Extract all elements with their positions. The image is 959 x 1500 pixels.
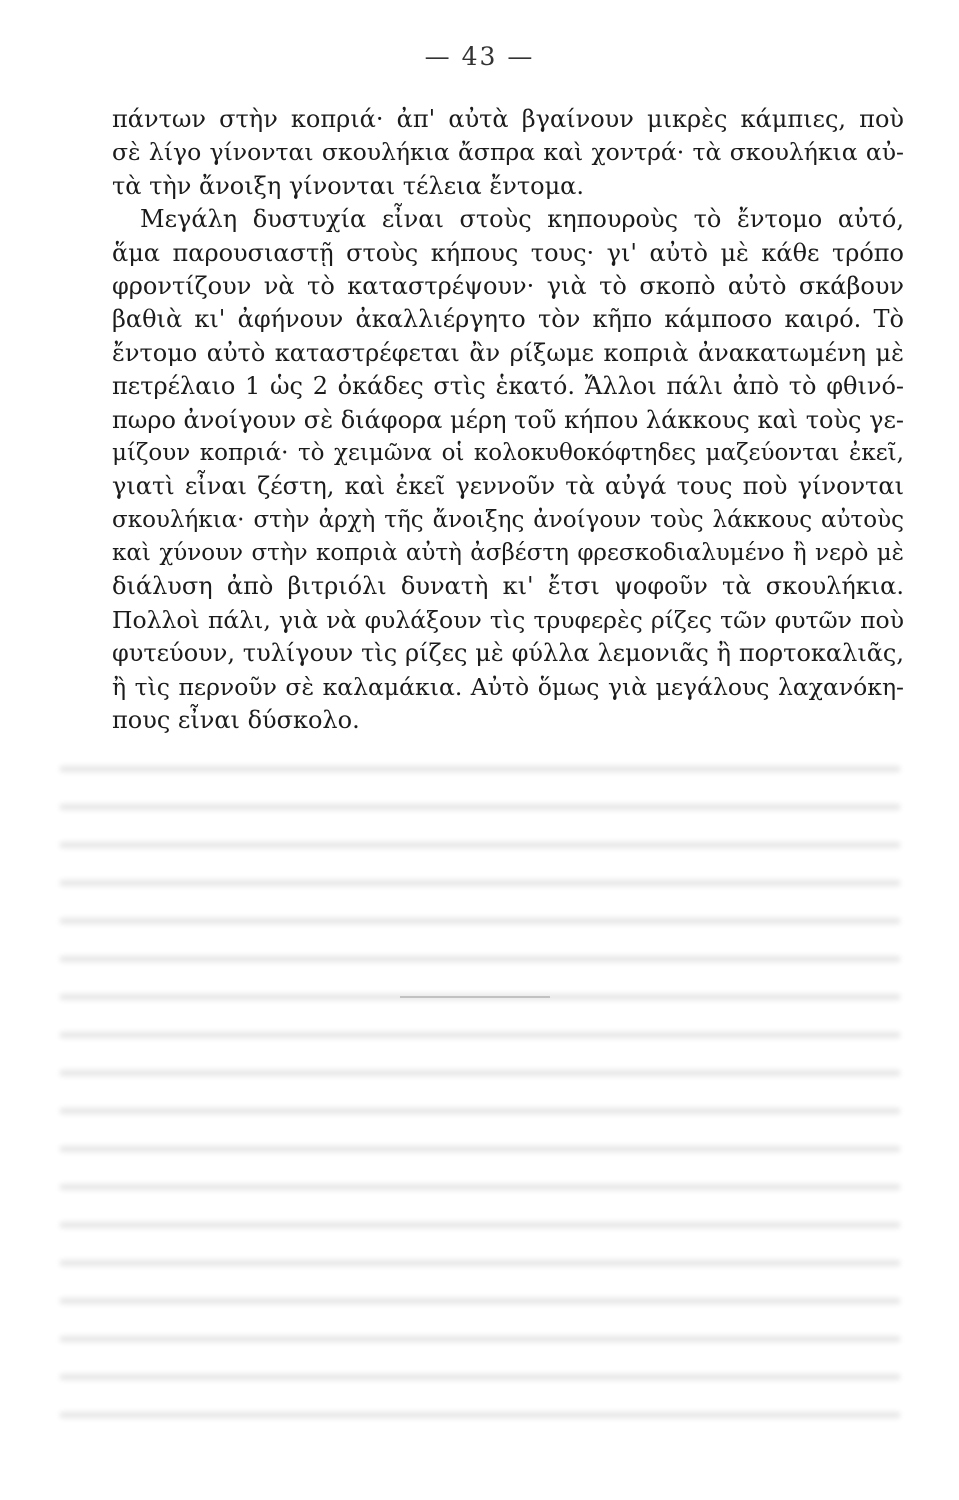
bleed-through-line bbox=[60, 1348, 900, 1380]
text-line: Πολλοὶ πάλι, γιὰ νὰ φυλάξουν τὶς τρυφερὲς ρίζες τῶν φυτῶν ποὺ bbox=[112, 605, 904, 634]
bleed-through-line bbox=[60, 1044, 900, 1076]
bleed-through-line bbox=[60, 1120, 900, 1152]
text-line: φροντίζουν νὰ τὸ καταστρέψουν· γιὰ τὸ σκοπὸ αὐτὸ σκάβουν bbox=[112, 271, 904, 300]
text-line: πους εἶναι δύσκολο. bbox=[112, 706, 360, 735]
text-line: καὶ χύνουν στὴν κοπριὰ αὐτὴ ἀσβέστη φρεσκοδιαλυμένο ἢ νερὸ μὲ bbox=[112, 540, 904, 567]
bleed-through-line bbox=[60, 1158, 900, 1190]
bleed-through-rule bbox=[400, 996, 550, 998]
bleed-through-line bbox=[60, 1082, 900, 1114]
text-line: διάλυση ἀπὸ βιτριόλι δυνατὴ κι' ἔτσι ψοφοῦν τὰ σκουλήκια. bbox=[112, 572, 904, 601]
bleed-through-line bbox=[60, 892, 900, 924]
text-line: βαθιὰ κι' ἀφήνουν ἀκαλλιέργητο τὸν κῆπο κάμποσο καιρό. Τὸ bbox=[112, 305, 904, 334]
text-line: σὲ λίγο γίνονται σκουλήκια ἄσπρα καὶ χοντρά· τὰ σκουλήκια αὐ- bbox=[112, 138, 904, 167]
bleed-through-line bbox=[60, 1272, 900, 1304]
text-line: πετρέλαιο 1 ὡς 2 ὀκάδες στὶς ἑκατό. Ἄλλοι πάλι ἀπὸ τὸ φθινό- bbox=[112, 372, 904, 401]
text-line: ἔντομο αὐτὸ καταστρέφεται ἂν ρίξωμε κοπριὰ ἀνακατωμένη μὲ bbox=[112, 338, 904, 367]
bleed-through-line bbox=[60, 930, 900, 962]
text-line: πάντων στὴν κοπριά· ἀπ' αὐτὰ βγαίνουν μικρὲς κάμπιες, ποὺ bbox=[112, 105, 904, 133]
text-line: τὰ τὴν ἄνοιξη γίνονται τέλεια ἔντομα. bbox=[112, 171, 585, 200]
text-line: πωρο ἀνοίγουν σὲ διάφορα μέρη τοῦ κήπου λάκκους καὶ τοὺς γε- bbox=[112, 405, 904, 434]
bleed-through-line bbox=[60, 778, 900, 810]
text-line: Μεγάλη δυστυχία εἶναι στοὺς κηπουροὺς τὸ ἔντομο αὐτό, bbox=[140, 205, 904, 234]
text-line: σκουλήκια· στὴν ἀρχὴ τῆς ἄνοιξης ἀνοίγουν τοὺς λάκκους αὐτοὺς bbox=[112, 506, 904, 533]
bleed-through-line bbox=[60, 740, 900, 772]
bleed-through-line bbox=[60, 854, 900, 886]
text-line: ἅμα παρουσιαστῇ στοὺς κήπους τους· γι' αὐτὸ μὲ κάθε τρόπο bbox=[112, 238, 904, 267]
page-number: — 43 — bbox=[424, 42, 535, 71]
bleed-through-line bbox=[60, 1310, 900, 1342]
bleed-through-line bbox=[60, 1196, 900, 1228]
bleed-through-shadow bbox=[60, 740, 900, 1340]
text-line: φυτεύουν, τυλίγουν τὶς ρίζες μὲ φύλλα λεμονιᾶς ἢ πορτοκαλιᾶς, bbox=[112, 639, 904, 668]
bleed-through-line bbox=[60, 1234, 900, 1266]
bleed-through-line bbox=[60, 1386, 900, 1418]
text-line: μίζουν κοπριά· τὸ χειμῶνα οἱ κολοκυθοκόφτηδες μαζεύονται ἐκεῖ, bbox=[112, 439, 904, 466]
bleed-through-line bbox=[60, 1006, 900, 1038]
bleed-through-line bbox=[60, 816, 900, 848]
body-text bbox=[112, 103, 904, 737]
text-line: ἢ τὶς περνοῦν σὲ καλαμάκια. Αὐτὸ ὅμως γιὰ μεγάλους λαχανόκη- bbox=[112, 672, 904, 701]
text-line: γιατὶ εἶναι ζέστη, καὶ ἐκεῖ γεννοῦν τὰ αὐγά τους ποὺ γίνονται bbox=[112, 472, 904, 501]
